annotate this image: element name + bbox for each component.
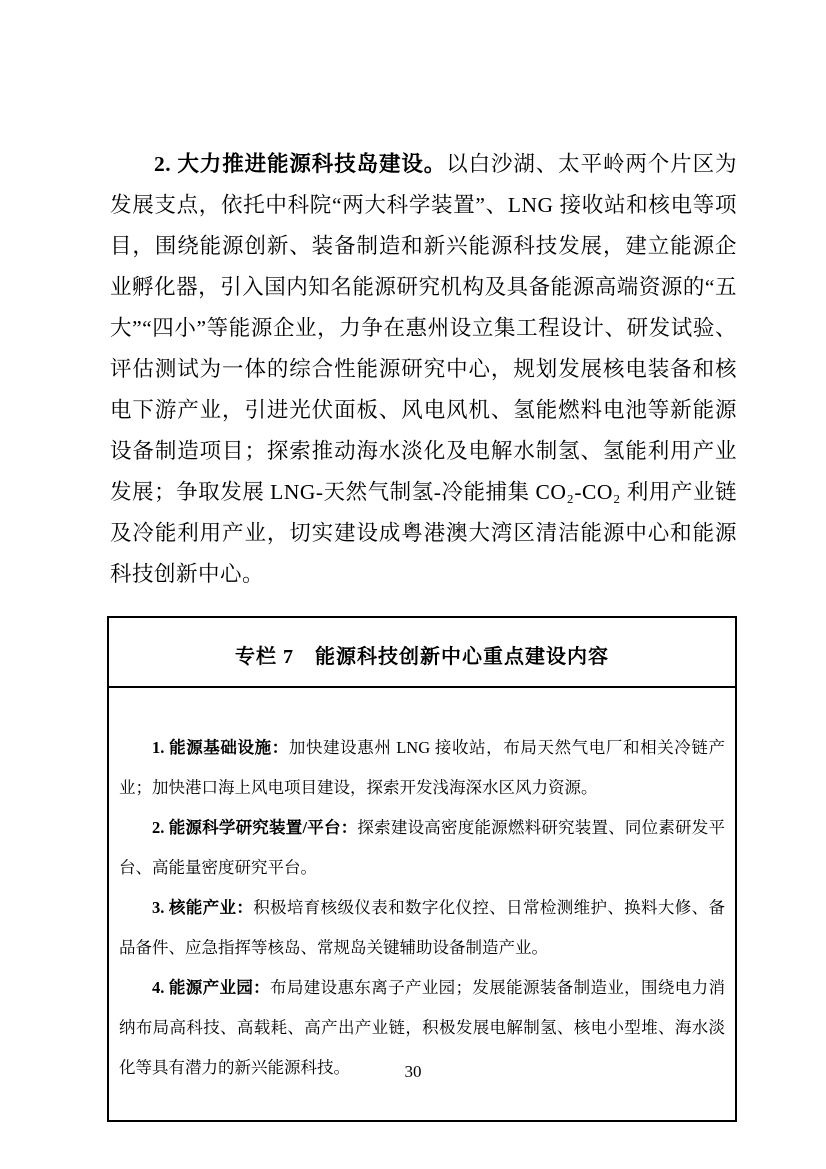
paragraph-lead-heading: 2. 大力推进能源科技岛建设。 [154, 151, 447, 176]
box-item-text: 布局建设惠东离子产业园；发展能源装备制造业，围绕电力消纳布局高科技、高载耗、高产出产业链，积极发展电解制氢、核电小型堆、海水淡化等具有潜力的新兴能源科技。 [119, 978, 726, 1077]
box-item-label: 3. 核能产业： [152, 898, 254, 917]
paragraph-body-text: 以白沙湖、太平岭两个片区为发展支点，依托中科院“两大科学装置”、LNG 接收站和核电等项目，围绕能源创新、装备制造和新兴能源科技发展，建立能源企业孵化器，引入国内知名能源研究机构及具备能源高端资源的“五大”“四小”等能源企业，力争在惠州设立集工程设计、研发试验、评估测试为一体的综合性能源研究中心，规划发展核电装备和核电下游产业，引进光伏面板、风电风机、氢能燃料电池等新能源设备制造项目；探索推动海水淡化及电解水制氢、氢能利用产业发展；争取发展 LNG-天然气制氢-冷能捕集 CO₂-CO₂ 利用产业链及冷能利用产业，切实建设成粤港澳大湾区清洁能源中心和能源科技创新中心。 [110, 151, 737, 586]
box-item [119, 808, 725, 888]
page-number: 30 [404, 1062, 422, 1081]
box-item-text: 积极培育核级仪表和数字化仪控、日常检测维护、换料大修、备品备件、应急指挥等核岛、常规岛关键辅助设备制造产业。 [119, 898, 726, 957]
highlight-box [107, 616, 737, 1122]
box-item-label: 2. 能源科学研究装置/平台： [152, 818, 358, 837]
box-item [119, 728, 725, 808]
body-paragraph [110, 144, 737, 595]
box-item-label: 1. 能源基础设施： [152, 738, 289, 757]
box-item-text: 探索建设高密度能源燃料研究装置、同位素研发平台、高能量密度研究平台。 [119, 818, 725, 877]
highlight-box-body [109, 688, 735, 1120]
box-item-text: 加快建设惠州 LNG 接收站，布局天然气电厂和相关冷链产业；加快港口海上风电项目建设，探索开发浅海深水区风力资源。 [119, 738, 726, 797]
page-content [110, 122, 737, 1122]
box-item [119, 888, 725, 968]
highlight-box-title: 专栏 7 能源科技创新中心重点建设内容 [235, 646, 609, 668]
box-item-label: 4. 能源产业园： [152, 978, 271, 997]
